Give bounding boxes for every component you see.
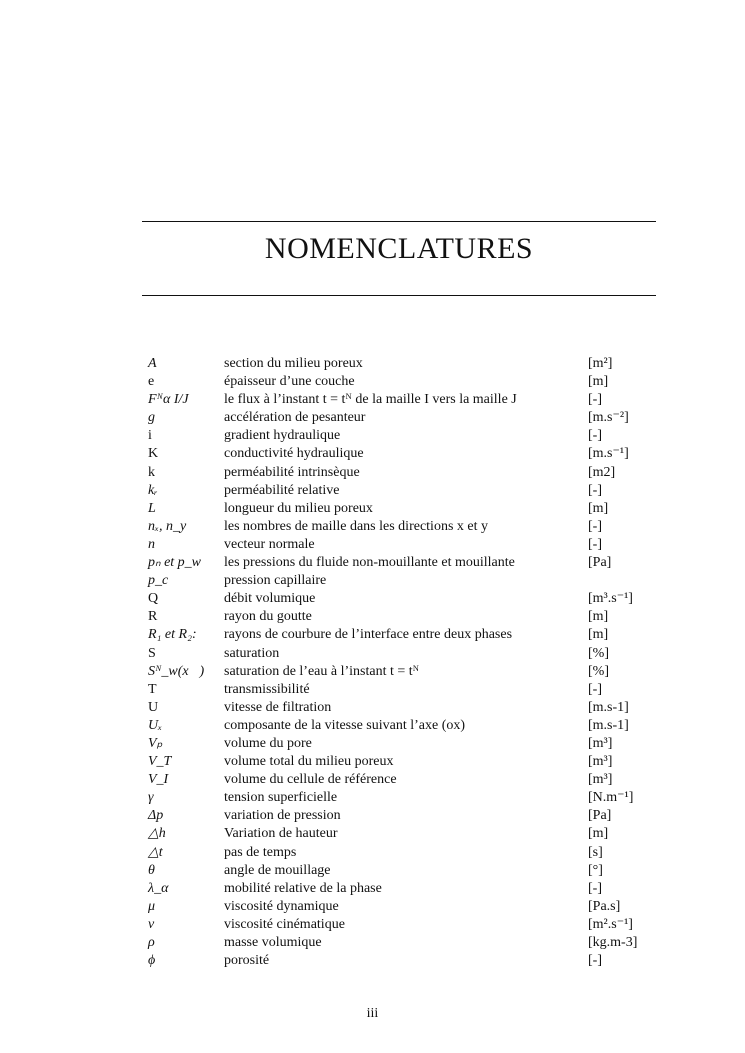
table-row — [148, 500, 658, 518]
table-row — [148, 409, 658, 427]
table-row — [148, 862, 658, 880]
row-unit: [m] — [588, 826, 609, 842]
row-symbol: U — [148, 699, 159, 715]
row-description: épaisseur d’une couche — [224, 374, 355, 390]
row-symbol: K — [148, 446, 159, 462]
row-symbol: γ — [148, 790, 154, 806]
top-rule — [142, 221, 656, 222]
row-description: viscosité cinématique — [224, 916, 345, 932]
row-description: volume du pore — [224, 735, 312, 751]
row-symbol: S — [148, 645, 156, 661]
row-symbol: Uₓ — [148, 717, 163, 733]
row-symbol: Δp — [148, 808, 164, 824]
bottom-rule — [142, 295, 656, 296]
row-unit: [-] — [588, 518, 602, 534]
row-symbol: R₁ et R₂: — [148, 627, 197, 643]
row-symbol: R — [148, 609, 158, 625]
row-description: perméabilité relative — [224, 482, 340, 498]
table-row — [148, 844, 658, 862]
row-unit: [m³] — [588, 772, 613, 788]
table-row — [148, 898, 658, 916]
row-unit: [m] — [588, 500, 609, 516]
table-row — [148, 445, 658, 463]
row-description: composante de la vitesse suivant l’axe (ox) — [224, 717, 466, 733]
row-description: le flux à l’instant t = tᴺ de la maille I vers la maille J — [224, 392, 517, 408]
row-symbol: Q — [148, 591, 159, 607]
row-unit: [m] — [588, 374, 609, 390]
table-row — [148, 880, 658, 898]
row-description: rayons de courbure de l’interface entre deux phases — [224, 627, 513, 643]
row-description: angle de mouillage — [224, 862, 331, 878]
row-description: viscosité dynamique — [224, 898, 339, 914]
row-description: mobilité relative de la phase — [224, 880, 382, 896]
row-description: les pressions du fluide non-mouillante et mouillante — [224, 555, 515, 571]
row-unit: [%] — [588, 663, 609, 679]
table-row — [148, 427, 658, 445]
nomenclature-table — [148, 355, 658, 970]
table-row — [148, 391, 658, 409]
table-row — [148, 663, 658, 681]
table-row — [148, 717, 658, 735]
row-description: accélération de pesanteur — [224, 410, 366, 426]
row-unit: [m²] — [588, 356, 613, 371]
page-title: NOMENCLATURES — [264, 232, 534, 265]
row-symbol: μ — [148, 898, 156, 914]
row-symbol: kᵣ — [148, 482, 158, 498]
table-row — [148, 572, 658, 590]
table-row — [148, 807, 658, 825]
row-unit: [s] — [588, 844, 603, 860]
row-symbol: g⃗ — [148, 410, 166, 426]
table-row — [148, 952, 658, 970]
table-row — [148, 753, 658, 771]
table-row — [148, 789, 658, 807]
row-unit: [m2] — [588, 464, 616, 480]
table-row — [148, 825, 658, 843]
row-symbol: i — [148, 428, 152, 444]
row-unit: [m] — [588, 609, 609, 625]
row-description: vecteur normale — [224, 536, 315, 552]
row-symbol: nₓ, n_y — [148, 518, 187, 534]
row-unit: [m.s⁻¹] — [588, 446, 629, 462]
row-unit: [-] — [588, 681, 602, 697]
table-row — [148, 590, 658, 608]
row-unit: [m².s⁻¹] — [588, 916, 633, 932]
row-unit: [-] — [588, 428, 602, 444]
table-row — [148, 482, 658, 500]
table-row — [148, 518, 658, 536]
row-description: saturation de l’eau à l’instant t = tᴺ — [224, 663, 420, 679]
row-symbol: A — [148, 356, 157, 371]
row-description: porosité — [224, 953, 270, 969]
table-row — [148, 554, 658, 572]
row-symbol: L — [148, 500, 156, 516]
row-unit: [Pa] — [588, 808, 612, 824]
row-description: saturation — [224, 645, 280, 661]
row-symbol: V_I — [148, 772, 169, 788]
table-row — [148, 355, 658, 373]
row-symbol: e — [148, 374, 155, 390]
row-unit: [m.s-1] — [588, 699, 629, 715]
row-symbol: V_T — [148, 754, 172, 770]
row-symbol: k — [148, 464, 155, 480]
row-description: section du milieu poreux — [224, 356, 363, 371]
row-unit: [m³] — [588, 754, 613, 770]
table-row — [148, 916, 658, 934]
row-symbol: ν — [148, 916, 155, 932]
row-symbol: T — [148, 681, 157, 697]
row-description: variation de pression — [224, 808, 341, 824]
row-unit: [m.s⁻²] — [588, 410, 629, 426]
table-row — [148, 626, 658, 644]
row-unit: [m.s-1] — [588, 717, 629, 733]
row-description: les nombres de maille dans les directions x et y — [224, 518, 488, 534]
row-description: pression capillaire — [224, 573, 327, 589]
row-symbol: △t — [148, 844, 163, 860]
row-symbol: p_c — [148, 573, 169, 589]
row-symbol: ϕ — [148, 953, 156, 969]
row-unit: [-] — [588, 536, 602, 552]
row-unit: [°] — [588, 862, 603, 878]
table-row — [148, 699, 658, 717]
page-number: iii — [366, 1006, 379, 1021]
table-row — [148, 645, 658, 663]
row-symbol: pₙ et p_w — [148, 555, 202, 571]
table-row — [148, 735, 658, 753]
table-row — [148, 934, 658, 952]
row-unit: [Pa.s] — [588, 898, 621, 914]
row-unit: [-] — [588, 392, 602, 408]
row-unit: [N.m⁻¹] — [588, 790, 634, 806]
row-symbol: λ_α — [148, 880, 169, 896]
row-description: Variation de hauteur — [224, 826, 338, 842]
row-unit: [m] — [588, 627, 609, 643]
row-symbol: Vₚ — [148, 735, 163, 751]
table-row — [148, 608, 658, 626]
row-description: tension superficielle — [224, 790, 338, 806]
row-unit: [-] — [588, 880, 602, 896]
row-symbol: θ — [148, 862, 155, 878]
row-description: longueur du milieu poreux — [224, 500, 373, 516]
row-description: débit volumique — [224, 591, 316, 607]
row-unit: [-] — [588, 953, 602, 969]
row-symbol: Fᴺα I/J — [148, 392, 189, 408]
row-description: masse volumique — [224, 935, 322, 950]
row-unit: [%] — [588, 645, 609, 661]
table-row — [148, 681, 658, 699]
table-row — [148, 464, 658, 482]
row-description: transmissibilité — [224, 681, 310, 697]
table-row — [148, 536, 658, 554]
row-unit: [m³] — [588, 735, 613, 751]
row-unit: [Pa] — [588, 555, 612, 571]
row-description: conductivité hydraulique — [224, 446, 364, 462]
row-description: perméabilité intrinsèque — [224, 464, 360, 480]
row-symbol: △h — [148, 826, 166, 842]
row-description: rayon du goutte — [224, 609, 312, 625]
row-description: vitesse de filtration — [224, 699, 332, 715]
row-symbol: n⃗ — [148, 536, 166, 552]
row-description: volume du cellule de référence — [224, 772, 397, 788]
row-description: pas de temps — [224, 844, 297, 860]
row-symbol: Sᴺ_w(x⃗) — [148, 663, 205, 679]
row-description: gradient hydraulique — [224, 428, 341, 444]
row-symbol: ρ — [148, 935, 155, 950]
table-row — [148, 373, 658, 391]
row-unit: [m³.s⁻¹] — [588, 591, 633, 607]
row-unit: [kg.m-3] — [588, 935, 638, 950]
row-unit: [-] — [588, 482, 602, 498]
row-description: volume total du milieu poreux — [224, 754, 394, 770]
table-row — [148, 771, 658, 789]
